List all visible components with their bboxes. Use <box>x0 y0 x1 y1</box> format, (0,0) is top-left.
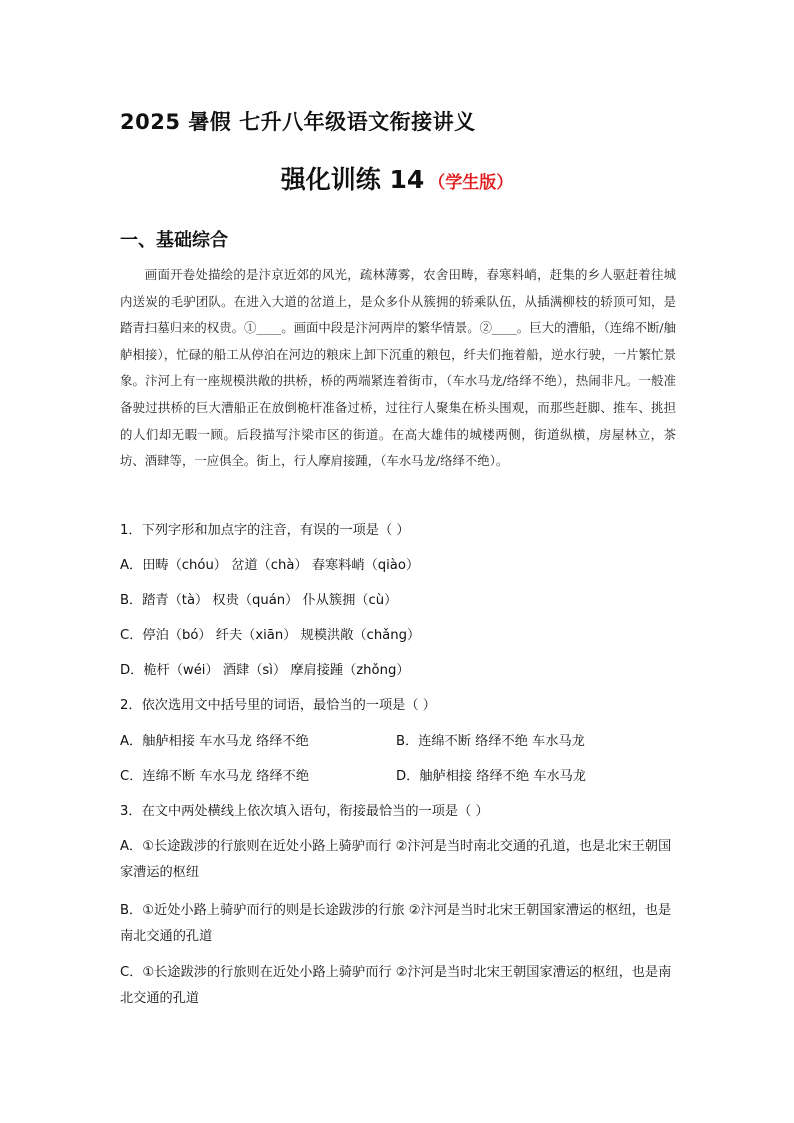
section-heading: 一、基础综合 <box>120 230 228 251</box>
question-2-option-b: B．连绵不断 络绎不绝 车水马龙 <box>396 734 585 749</box>
title-main: 强化训练 14 <box>280 165 425 194</box>
question-1-option-d: D．桅杆（wéi） 酒肆（sì） 摩肩接踵（zhǒng） <box>120 663 410 678</box>
handout-header: 2025 暑假 七升八年级语文衔接讲义 <box>120 110 476 134</box>
title-edition-label: （学生版） <box>428 173 514 193</box>
reading-passage: 画面开卷处描绘的是汴京近郊的风光，疏林薄雾，农舍田畴，春寒料峭，赶集的乡人驱赶着往城内送炭的毛驴团队。在进入大道的岔道上，是众多仆从簇拥的轿乘队伍，从插满柳枝的轿顶可知，是踏青扫墓归来的权贵。①____。画面中段是汴河两岸的繁华情景。②____。巨大的漕船，（连绵不断/舳舻相接），忙碌的船工从停泊在河边的粮床上卸下沉重的粮包，纤夫们拖着船，逆水行驶，一片繁忙景象。汴河上有一座规模洪敞的拱桥，桥的两端紧连着街市，（车水马龙/络绎不绝），热闹非凡。一般准备驶过拱桥的巨大漕船正在放倒桅杆准备过桥，过往行人聚集在桥头围观，而那些赶脚、推车、挑担的人们却无暇一顾。后段描写汴梁市区的街道。在高大雄伟的城楼两侧，街道纵横，房屋林立，茶坊、酒肆等，一应俱全。街上，行人摩肩接踵，（车水马龙/络绎不绝）。 <box>120 267 676 469</box>
question-1-option-c: C．停泊（bó） 纤夫（xiān） 规模洪敞（chǎng） <box>120 628 421 643</box>
question-3-option-b: B．①近处小路上骑驴而行的则是长途跋涉的行旅 ②汴河是当时北宋王朝国家漕运的枢纽，也是南北交通的孔道 <box>120 903 672 944</box>
question-2-option-c: C．连绵不断 车水马龙 络绎不绝 <box>120 769 310 784</box>
question-1-option-b: B．踏青（tà） 权贵（quán） 仆从簇拥（cù） <box>120 593 398 608</box>
question-1-stem: 1．下列字形和加点字的注音，有误的一项是（ ） <box>120 523 410 538</box>
question-3-option-a: A．①长途跋涉的行旅则在近处小路上骑驴而行 ②汴河是当时南北交通的孔道，也是北宋王朝国家漕运的枢纽 <box>120 839 672 880</box>
question-3-stem: 3．在文中两处横线上依次填入语句，衔接最恰当的一项是（ ） <box>120 804 489 819</box>
question-2-option-a: A．舳舻相接 车水马龙 络绎不绝 <box>120 734 309 749</box>
question-2-option-d: D．舳舻相接 络绎不绝 车水马龙 <box>396 769 586 784</box>
question-3-option-c: C．①长途跋涉的行旅则在近处小路上骑驴而行 ②汴河是当时北宋王朝国家漕运的枢纽，也是南北交通的孔道 <box>120 965 672 1006</box>
question-1-option-a: A．田畴（chóu） 岔道（chà） 春寒料峭（qiào） <box>120 558 420 573</box>
page-title <box>0 160 794 196</box>
question-2-stem: 2．依次选用文中括号里的词语，最恰当的一项是（ ） <box>120 698 436 713</box>
